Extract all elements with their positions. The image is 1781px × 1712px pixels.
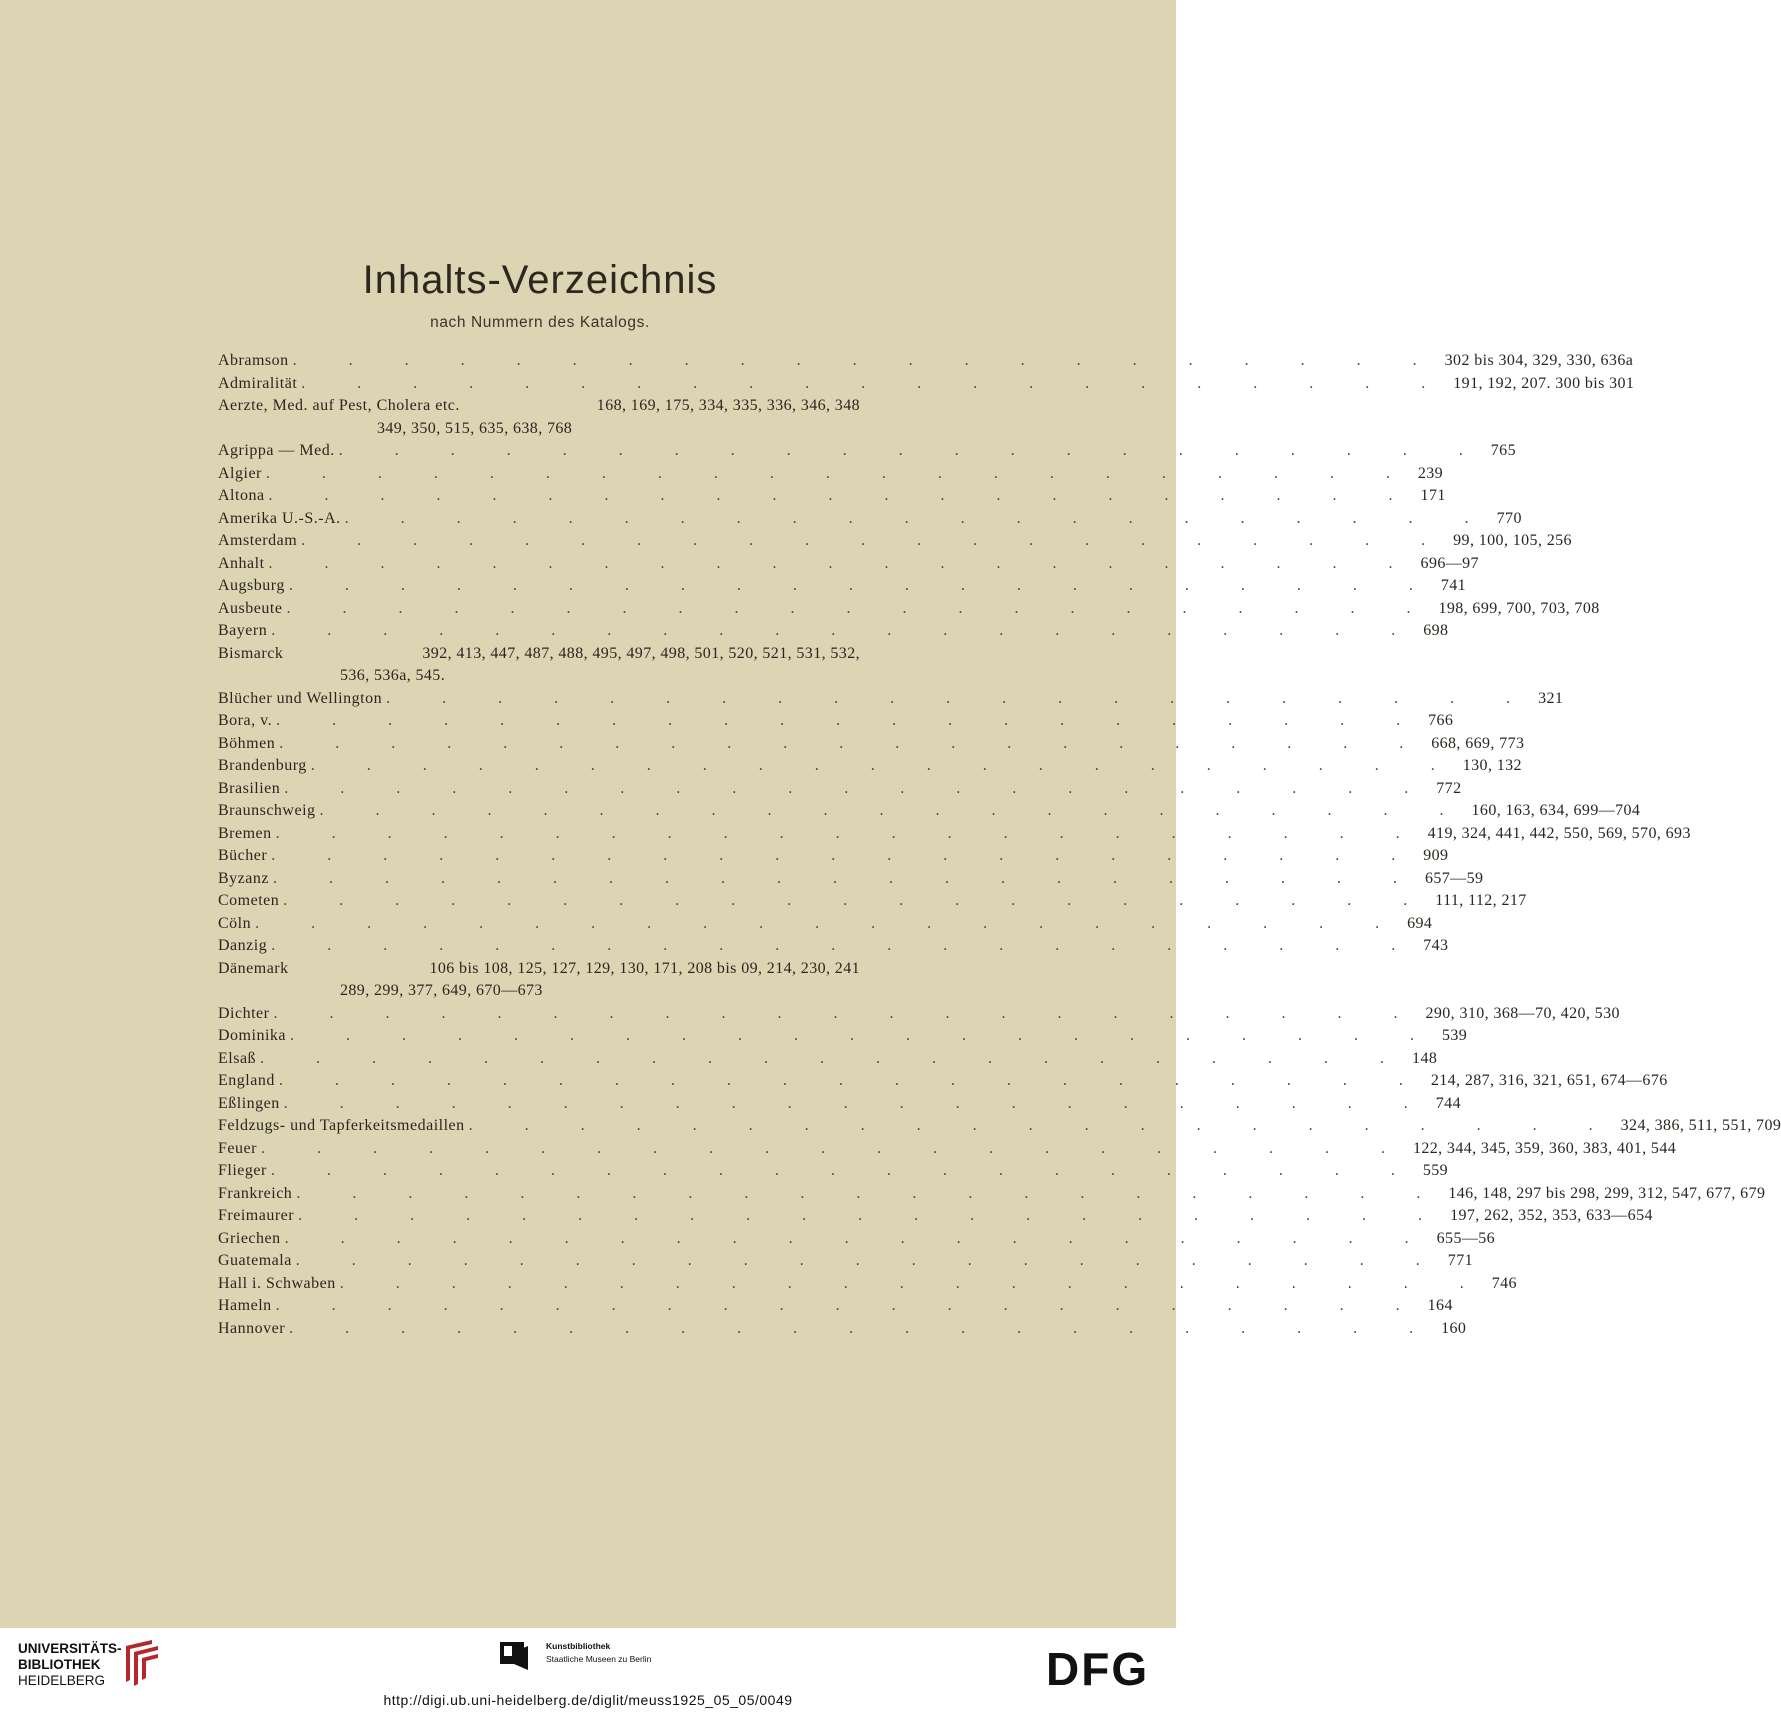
leader-dots: . . . . . . . . . . . . . . . . . . . . . (301, 374, 1450, 392)
leader-dots: . . . . . . . . . . . . . . . . . . . . . (310, 757, 1459, 774)
entry-refs: 171 (1420, 487, 1446, 504)
entry-refs: 160, 163, 634, 699—704 (1471, 802, 1641, 819)
kb-name: Kunstbibliothek (546, 1641, 611, 1651)
entry-term: Freimaurer (218, 1207, 295, 1224)
entry-refs: 106 bis 108, 125, 127, 129, 130, 171, 208 bis 09, 214, 230, 241 (429, 959, 860, 977)
entry-refs: 539 (1442, 1027, 1468, 1044)
page-title: Inhalts-Verzeichnis (362, 258, 718, 302)
leader-dots: . . . . . . . . . . . . . . . . . . . . . (271, 622, 1420, 639)
library-line: UNIVERSITÄTS- (18, 1641, 122, 1656)
entry-refs: 302 bis 304, 329, 330, 636a (1444, 352, 1634, 369)
index-entry (218, 373, 1635, 396)
entry-term: Bismarck (218, 644, 284, 662)
index-entry (218, 1205, 1653, 1228)
entry-term: Griechen (218, 1229, 281, 1247)
dfg-logo: DFG (1046, 1643, 1150, 1695)
entry-refs: 741 (1440, 577, 1467, 594)
leader-dots: . . . . . . . . . . . . . . . . . . . . . (298, 1207, 1447, 1224)
entry-refs: 214, 287, 316, 321, 651, 674—676 (1430, 1072, 1668, 1089)
entry-term: Augsburg (218, 577, 285, 594)
index-entry (218, 1070, 1668, 1093)
entry-term: Cöln (218, 914, 252, 932)
entry-term: England (218, 1072, 275, 1089)
leader-dots: . . . . . . . . . . . . . . . . . . . . . (319, 802, 1468, 819)
entry-refs: 239 (1417, 464, 1444, 482)
university-library-name (18, 1641, 122, 1689)
index-entry (218, 598, 1600, 621)
leader-dots: . . . . . . . . . . . . . . . . . . . . . (290, 1027, 1438, 1044)
entry-term: Cometen (218, 892, 280, 909)
entry-refs: 168, 169, 175, 334, 335, 336, 346, 348 (596, 397, 860, 414)
leader-dots: . . . . . . . . . . . . . . . . . . . . . (260, 1139, 1409, 1157)
leader-dots: . . . . . . . . . . . . . . . . . . . . . (344, 509, 1493, 527)
entry-refs: 321 (1538, 689, 1564, 707)
index-entry (218, 688, 1564, 711)
index-entry (218, 463, 1444, 486)
index-entry (218, 733, 1525, 756)
entry-term: Ausbeute (218, 599, 283, 617)
leader-dots: . . . . . . . . . . . . . . . . . . . . . (284, 779, 1433, 797)
kunstbibliothek-label (546, 1640, 651, 1666)
entry-refs: 559 (1422, 1162, 1449, 1179)
entry-term: Bücher (218, 847, 268, 864)
index-entry (218, 508, 1522, 531)
leader-dots: . . . . . . . . . . . . . . . . . . . . . (275, 1297, 1424, 1314)
entry-refs: 111, 112, 217 (1435, 892, 1527, 909)
leader-dots: . . . . . . . . . . . . . . . . . . . . . (273, 1004, 1422, 1022)
entry-term: Hameln (218, 1297, 272, 1314)
entry-term: Aerzte, Med. auf Pest, Cholera etc. (218, 397, 460, 414)
page-subtitle: nach Nummern des Katalogs. (430, 314, 650, 331)
entry-term: Agrippa — Med. (218, 442, 335, 459)
source-url[interactable]: http://digi.ub.uni-heidelberg.de/diglit/meuss1925_05_05/0049 (383, 1692, 793, 1708)
index-entry (218, 868, 1484, 891)
index-entry (218, 1318, 1467, 1341)
leader-dots: . . . . . . . . . . . . . . . . . . . . . (289, 1319, 1438, 1337)
entry-term: Anhalt (218, 554, 265, 572)
leader-dots: . . . . . . . . . . . . . . . . . . . . . (260, 1049, 1409, 1067)
leader-dots: . . . . . . . . . . . . . . . . . . . . . (283, 1094, 1432, 1112)
index-entry (218, 800, 1641, 823)
entry-refs: 99, 100, 105, 256 (1453, 532, 1572, 549)
entry-term: Feldzugs- und Tapferkeitsmedaillen (218, 1117, 465, 1134)
entry-refs: 160 (1441, 1319, 1467, 1337)
entry-term: Danzig (218, 937, 268, 954)
index-entry (218, 845, 1449, 868)
index-entry (218, 1138, 1677, 1161)
entry-term: Böhmen (218, 734, 276, 752)
index-entry (218, 575, 1467, 598)
leader-dots: . . . . . . . . . . . . . . . . . . . . . (265, 464, 1414, 482)
entry-term: Bremen (218, 824, 272, 842)
index-entry (218, 1295, 1453, 1318)
index-entry (218, 1250, 1473, 1273)
entry-refs: 419, 324, 441, 442, 550, 569, 570, 693 (1427, 824, 1691, 842)
entry-refs: 743 (1423, 937, 1449, 954)
leader-dots: . . . . . . . . . . . . . . . . . . . . . (268, 487, 1417, 504)
entry-refs: 198, 699, 700, 703, 708 (1438, 599, 1600, 617)
entry-term: Amsterdam (218, 532, 298, 549)
leader-dots: . . . . . . . . . . . . . . . . . . . . . (271, 847, 1420, 864)
index-entry (218, 395, 860, 418)
index-entry (218, 890, 1527, 913)
entry-refs-continued: 349, 350, 515, 635, 638, 768 (377, 419, 573, 437)
entry-term: Bayern (218, 622, 268, 639)
index-entry (218, 1228, 1496, 1251)
index-entry (218, 553, 1479, 576)
university-library-logo-icon (118, 1636, 162, 1688)
leader-dots: . . . . . . . . . . . . . . . . . . . . . (272, 869, 1421, 887)
leader-dots: . . . . . . . . . . . . . . . . . . . . . (301, 532, 1450, 549)
entry-term: Elsaß (218, 1049, 257, 1067)
leader-dots: . . . . . . . . . . . . . . . . . . . . . (288, 577, 1437, 594)
entry-refs: 392, 413, 447, 487, 488, 495, 497, 498, 501, 520, 521, 531, 532, (422, 644, 860, 662)
entry-term: Blücher und Wellington (218, 689, 383, 707)
kunstbibliothek-logo-icon (500, 1642, 538, 1672)
index-entry (218, 755, 1522, 778)
index-entry (218, 440, 1516, 463)
entry-refs: 655—56 (1436, 1229, 1496, 1247)
leader-dots: . . . . . . . . . . . . . . . . . . . . . (338, 442, 1487, 459)
entry-term: Abramson (218, 352, 289, 369)
library-line: HEIDELBERG (18, 1673, 106, 1688)
entry-refs: 191, 192, 207. 300 bis 301 (1453, 374, 1635, 392)
leader-dots: . . . . . . . . . . . . . . . . . . . . . (468, 1117, 1617, 1134)
entry-refs: 148 (1412, 1049, 1438, 1067)
leader-dots: . . . . . . . . . . . . . . . . . . . . . (292, 352, 1441, 369)
index-entry (218, 643, 860, 666)
entry-term: Dominika (218, 1027, 286, 1044)
leader-dots: . . . . . . . . . . . . . . . . . . . . . (279, 734, 1428, 752)
entry-term: Braunschweig (218, 802, 316, 819)
entry-term: Altona (218, 487, 265, 504)
entry-term: Dänemark (218, 959, 289, 977)
entry-refs: 698 (1423, 622, 1449, 639)
entry-refs: 290, 310, 368—70, 420, 530 (1425, 1004, 1620, 1022)
leader-dots: . . . . . . . . . . . . . . . . . . . . . (339, 1274, 1488, 1292)
index-entry (218, 823, 1691, 846)
index-entry (218, 1093, 1461, 1116)
entry-refs: 668, 669, 773 (1431, 734, 1525, 752)
entry-term: Bora, v. (218, 712, 273, 729)
leader-dots: . . . . . . . . . . . . . . . . . . . . . (268, 554, 1417, 572)
entry-refs: 694 (1407, 914, 1433, 932)
index-entry (218, 350, 1634, 373)
index-entry (218, 778, 1462, 801)
index-entry (218, 530, 1572, 553)
leader-dots: . . . . . . . . . . . . . . . . . . . . . (255, 914, 1404, 932)
entry-term: Guatemala (218, 1252, 292, 1269)
kb-subtitle: Staatliche Museen zu Berlin (546, 1654, 652, 1664)
index-entry (218, 913, 1433, 936)
entry-refs-continued: 289, 299, 377, 649, 670—673 (340, 982, 543, 999)
entry-refs: 770 (1496, 509, 1522, 527)
entry-term: Feuer (218, 1139, 257, 1157)
entry-refs: 324, 386, 511, 551, 709 (1620, 1117, 1781, 1134)
entry-refs: 657—59 (1424, 869, 1484, 887)
entry-refs: 744 (1435, 1094, 1461, 1112)
entry-term: Algier (218, 464, 262, 482)
entry-term: Eßlingen (218, 1094, 280, 1112)
entry-refs: 766 (1428, 712, 1454, 729)
entry-term: Dichter (218, 1004, 270, 1022)
entry-term: Flieger (218, 1162, 267, 1179)
entry-term: Admiralität (218, 374, 298, 392)
index-entry (218, 1115, 1781, 1138)
entry-term: Frankreich (218, 1184, 293, 1202)
entry-refs: 909 (1423, 847, 1449, 864)
entry-term: Brasilien (218, 779, 281, 797)
index-entry (218, 935, 1449, 958)
entry-term: Brandenburg (218, 757, 307, 774)
leader-dots: . . . . . . . . . . . . . . . . . . . . . (283, 892, 1432, 909)
index-entry (218, 710, 1454, 733)
entry-term: Byzanz (218, 869, 269, 887)
leader-dots: . . . . . . . . . . . . . . . . . . . . . (278, 1072, 1427, 1089)
entry-refs: 122, 344, 345, 359, 360, 383, 401, 544 (1412, 1139, 1677, 1157)
leader-dots: . . . . . . . . . . . . . . . . . . . . . (286, 599, 1435, 617)
index-entry (218, 1003, 1620, 1026)
entry-term: Hall i. Schwaben (218, 1274, 336, 1292)
entry-refs: 130, 132 (1462, 757, 1522, 774)
index-entry (218, 1160, 1449, 1183)
leader-dots: . . . . . . . . . . . . . . . . . . . . . (275, 824, 1424, 842)
leader-dots: . . . . . . . . . . . . . . . . . . . . . (271, 937, 1420, 954)
library-line: BIBLIOTHEK (18, 1657, 101, 1672)
entry-refs: 746 (1491, 1274, 1517, 1292)
entry-term: Hannover (218, 1319, 286, 1337)
entry-refs: 765 (1490, 442, 1516, 459)
leader-dots: . . . . . . . . . . . . . . . . . . . . . (296, 1184, 1445, 1202)
index-entry (218, 1273, 1517, 1296)
entry-refs: 164 (1427, 1297, 1453, 1314)
leader-dots: . . . . . . . . . . . . . . . . . . . . . (295, 1252, 1444, 1269)
index-entry (218, 958, 860, 981)
leader-dots: . . . . . . . . . . . . . . . . . . . . . (284, 1229, 1433, 1247)
leader-dots: . . . . . . . . . . . . . . . . . . . . . (386, 689, 1535, 707)
entry-refs: 772 (1436, 779, 1462, 797)
index-list (218, 350, 1781, 1340)
leader-dots: . . . . . . . . . . . . . . . . . . . . . (270, 1162, 1419, 1179)
index-entry (218, 1025, 1468, 1048)
entry-term: Amerika U.-S.-A. (218, 509, 341, 527)
index-entry (218, 620, 1449, 643)
index-entry (218, 1048, 1438, 1071)
entry-refs: 146, 148, 297 bis 298, 299, 312, 547, 677, 679 (1448, 1184, 1766, 1202)
index-entry (218, 1183, 1766, 1206)
entry-refs-continued: 536, 536a, 545. (340, 667, 446, 684)
index-entry (218, 485, 1446, 508)
entry-refs: 771 (1447, 1252, 1473, 1269)
entry-refs: 696—97 (1420, 554, 1479, 572)
entry-refs: 197, 262, 352, 353, 633—654 (1450, 1207, 1653, 1224)
leader-dots: . . . . . . . . . . . . . . . . . . . . . (276, 712, 1425, 729)
